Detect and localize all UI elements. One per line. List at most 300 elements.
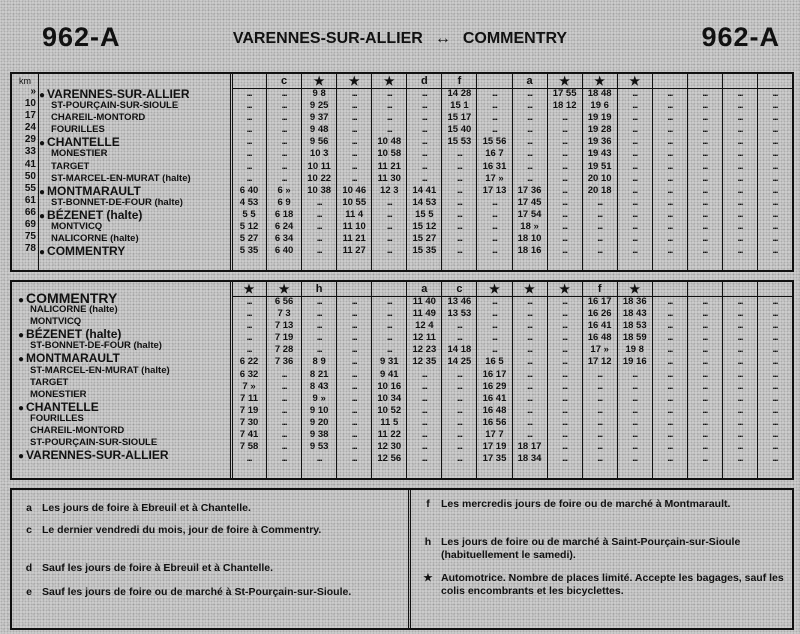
time-cell: 16 56 — [482, 416, 507, 428]
time-cell: ... — [527, 332, 532, 344]
time-cell: ... — [632, 441, 638, 453]
time-cell: ... — [737, 88, 743, 99]
time-cell: 5 27 — [239, 233, 259, 245]
station-name: FOURILLES — [51, 124, 105, 136]
time-cell: ... — [597, 245, 603, 257]
time-cell: ... — [772, 184, 778, 196]
time-cell: ... — [702, 320, 708, 332]
train-column — [723, 282, 758, 478]
time-cell: 10 52 — [377, 404, 402, 416]
time-cell: ... — [421, 416, 427, 428]
time-cell: ... — [737, 453, 743, 465]
time-cell: 8 21 — [309, 368, 329, 380]
train-column — [232, 282, 267, 478]
time-cell: ... — [351, 356, 357, 368]
train-column-header — [653, 282, 687, 297]
km-row — [12, 195, 38, 207]
time-cell: ... — [632, 148, 638, 160]
time-cell: 10 46 — [342, 184, 367, 196]
time-cell: ... — [562, 208, 568, 220]
time-cell: ... — [456, 320, 462, 332]
train-times — [337, 88, 371, 257]
time-cell: ... — [737, 416, 743, 428]
time-cell: ... — [667, 172, 673, 184]
time-cell: ... — [456, 332, 462, 344]
train-column — [442, 74, 477, 270]
time-cell: ... — [632, 404, 638, 416]
time-cell: ... — [527, 148, 532, 160]
time-cell: ... — [597, 416, 603, 428]
time-cell: 7 19 — [239, 404, 259, 416]
train-times — [653, 88, 687, 257]
time-cell: ... — [456, 441, 462, 453]
time-cell: 10 34 — [377, 392, 402, 404]
train-times — [477, 296, 511, 465]
time-cell: ... — [667, 124, 673, 136]
time-cell: ... — [667, 344, 673, 356]
time-cell: ... — [737, 320, 743, 332]
time-cell: 11 22 — [377, 429, 401, 441]
time-cell: ... — [772, 320, 778, 332]
time-cell: ... — [562, 453, 568, 465]
station-name: ST-MARCEL-EN-MURAT (halte) — [30, 364, 170, 376]
time-cell: ... — [597, 441, 603, 453]
train-column — [477, 74, 512, 270]
time-cell: 16 26 — [587, 308, 612, 320]
train-column-header: ★ — [302, 74, 336, 89]
time-cell: 9 10 — [309, 404, 329, 416]
time-cell: ... — [562, 392, 568, 404]
train-times — [302, 88, 336, 257]
train-column-header: ★ — [267, 282, 301, 297]
time-cell: ... — [316, 320, 322, 332]
time-cell: ... — [351, 88, 357, 99]
time-cell: 17 19 — [482, 441, 507, 453]
time-cell: ... — [667, 148, 673, 160]
time-cell: ... — [772, 160, 778, 172]
time-cell: ... — [456, 429, 462, 441]
km-row — [12, 134, 38, 146]
time-cell: ... — [702, 136, 708, 148]
timetable-return — [10, 280, 794, 480]
time-cell: ... — [737, 172, 743, 184]
train-times — [548, 88, 582, 257]
km-row — [12, 207, 38, 219]
footnote — [22, 586, 400, 599]
train-column-header — [688, 282, 722, 297]
time-cell: ... — [456, 221, 462, 233]
train-column-header: a — [513, 74, 547, 89]
time-cell: ... — [562, 356, 568, 368]
time-cell: ... — [527, 380, 532, 392]
time-cell: 7 28 — [274, 344, 294, 356]
train-times — [372, 88, 406, 257]
time-cell: 16 41 — [587, 320, 612, 332]
time-cell: 12 23 — [412, 344, 437, 356]
timetable-outbound — [10, 72, 794, 272]
time-cell: ... — [281, 88, 287, 99]
time-cell: 19 51 — [587, 160, 612, 172]
time-cell: ... — [772, 88, 778, 99]
time-cell: 6 24 — [274, 221, 294, 233]
footnote-text: Automotrice. Nombre de places limité. Accepte les bagages, sauf les colis encombrants et les bicyclettes. — [441, 572, 784, 597]
time-cell: ... — [456, 416, 462, 428]
footnote-text: Le dernier vendredi du mois, jour de foire à Commentry. — [42, 524, 322, 536]
time-cell: ... — [421, 124, 427, 136]
time-cell: 10 16 — [377, 380, 402, 392]
train-column — [618, 74, 653, 270]
time-cell: ... — [667, 441, 673, 453]
time-cell: ... — [702, 196, 708, 208]
time-cell: ... — [667, 308, 673, 320]
time-cell: ... — [351, 308, 357, 320]
time-cell: ... — [772, 332, 778, 344]
footnote-key: d — [25, 562, 33, 574]
time-cell: ... — [456, 196, 462, 208]
km-value: 10 — [24, 98, 36, 110]
time-cell: ... — [527, 296, 532, 307]
time-cell: ... — [702, 112, 708, 124]
train-times — [758, 88, 792, 257]
time-cell: ... — [456, 392, 462, 404]
time-cell: ... — [351, 368, 357, 380]
time-cell: ... — [386, 245, 392, 257]
time-cell: ... — [562, 368, 568, 380]
station-name: MONESTIER — [51, 148, 108, 160]
time-cell: ... — [386, 332, 392, 344]
time-cell: ... — [246, 160, 252, 172]
station-name: FOURILLES — [30, 412, 84, 424]
km-value: » — [30, 86, 36, 97]
time-cell: 15 5 — [415, 208, 434, 220]
train-column — [688, 282, 723, 478]
km-row — [12, 146, 38, 158]
time-cell: 19 8 — [625, 344, 644, 356]
time-cell: ... — [702, 429, 708, 441]
train-column — [758, 74, 792, 270]
time-cell: ... — [702, 344, 708, 356]
time-cell: ... — [702, 184, 708, 196]
time-cell: ... — [737, 441, 743, 453]
train-times — [407, 296, 441, 465]
time-cell: ... — [772, 233, 778, 245]
train-column-header: c — [442, 282, 476, 297]
time-cell: ... — [772, 208, 778, 220]
km-value: 75 — [24, 231, 36, 243]
time-cell: ... — [562, 429, 568, 441]
time-cell: ... — [492, 233, 497, 245]
time-cell: ... — [562, 296, 568, 307]
time-cell: ... — [772, 136, 778, 148]
train-column — [758, 282, 792, 478]
train-column-header — [688, 74, 722, 89]
time-cell: 6 22 — [239, 356, 259, 368]
time-cell: ... — [667, 380, 673, 392]
time-cell: ... — [562, 441, 568, 453]
time-cell: 18 » — [520, 221, 539, 233]
time-cell: ... — [772, 124, 778, 136]
time-cell: ... — [492, 88, 497, 99]
time-cell: ... — [421, 136, 427, 148]
time-cell: ... — [737, 332, 743, 344]
time-cell: ... — [702, 160, 708, 172]
station-column-outbound — [12, 74, 233, 270]
time-cell: ... — [386, 88, 392, 99]
time-cell: 10 58 — [377, 148, 402, 160]
time-cell: ... — [492, 320, 497, 332]
time-cell: 11 21 — [342, 233, 366, 245]
time-cell: ... — [667, 296, 673, 307]
station-name: TARGET — [30, 376, 69, 388]
train-columns-outbound — [232, 74, 792, 270]
km-value: 78 — [24, 243, 36, 255]
time-cell: ... — [456, 233, 462, 245]
time-cell: ... — [527, 368, 532, 380]
time-cell: ... — [246, 320, 252, 332]
time-cell: ... — [351, 148, 357, 160]
train-column-header — [372, 282, 406, 297]
train-column — [513, 282, 548, 478]
time-cell: ... — [281, 429, 287, 441]
time-cell: ... — [737, 124, 743, 136]
time-cell: ... — [597, 233, 603, 245]
km-row — [12, 98, 38, 110]
time-cell: 7 » — [242, 380, 256, 392]
time-cell: ... — [667, 453, 673, 465]
time-cell: ... — [246, 88, 252, 99]
time-cell: ... — [702, 100, 708, 112]
time-cell: ... — [737, 136, 743, 148]
time-cell: ... — [351, 404, 357, 416]
train-times — [688, 88, 722, 257]
footnote-text: Les jours de foire ou de marché à Saint-Pourçain-sur-Sioule (habituellement le samedi). — [441, 536, 741, 561]
time-cell: 16 41 — [482, 392, 507, 404]
train-column-header — [723, 282, 757, 297]
time-cell: ... — [772, 429, 778, 441]
time-cell: ... — [562, 148, 568, 160]
km-row — [12, 171, 38, 183]
time-cell: 18 48 — [587, 88, 612, 99]
time-cell: 15 35 — [412, 245, 437, 257]
time-cell: 19 28 — [587, 124, 612, 136]
time-cell: ... — [246, 136, 252, 148]
time-cell: ... — [351, 320, 357, 332]
train-times — [723, 296, 757, 465]
time-cell: 18 53 — [622, 320, 647, 332]
train-times — [758, 296, 792, 465]
time-cell: 17 » — [485, 172, 504, 184]
time-cell: ... — [737, 308, 743, 320]
km-value: 69 — [24, 219, 36, 231]
time-cell: 7 36 — [274, 356, 294, 368]
time-cell: ... — [632, 429, 638, 441]
time-cell: ... — [597, 380, 603, 392]
station-name: CHAREIL-MONTORD — [51, 112, 146, 124]
time-cell: ... — [562, 332, 568, 344]
km-value: 41 — [24, 158, 36, 170]
time-cell: 7 19 — [274, 332, 294, 344]
time-cell: ... — [737, 112, 743, 124]
time-cell: ... — [597, 221, 603, 233]
time-cell: ... — [492, 245, 497, 257]
footnote-text: Les jours de foire à Ebreuil et à Chantelle. — [42, 502, 251, 514]
time-cell: ... — [772, 245, 778, 257]
time-cell: 10 3 — [309, 148, 329, 160]
station-list-return — [18, 292, 228, 461]
km-list — [12, 86, 38, 255]
time-cell: ... — [667, 88, 673, 99]
time-cell: ... — [772, 441, 778, 453]
time-cell: ... — [421, 429, 427, 441]
time-cell: ... — [527, 160, 532, 172]
time-cell: ... — [281, 100, 287, 112]
time-cell: ... — [527, 112, 532, 124]
time-cell: ... — [386, 320, 392, 332]
station-name: ST-BONNET-DE-FOUR (halte) — [30, 340, 162, 352]
time-cell: 4 53 — [239, 196, 259, 208]
train-column — [442, 282, 477, 478]
time-cell: ... — [281, 368, 287, 380]
footnote-key: e — [26, 586, 32, 598]
train-column-header: f — [583, 282, 617, 297]
time-cell: 15 1 — [450, 100, 469, 112]
time-cell: ... — [562, 344, 568, 356]
time-cell: ... — [667, 196, 673, 208]
time-cell: 9 37 — [309, 112, 329, 124]
time-cell: 6 56 — [274, 296, 294, 307]
time-cell: ... — [281, 441, 287, 453]
time-cell: ... — [527, 404, 532, 416]
time-cell: ... — [667, 160, 673, 172]
time-cell: ... — [632, 221, 638, 233]
time-cell: 18 16 — [517, 245, 542, 257]
time-cell: ... — [316, 344, 322, 356]
time-cell: ... — [492, 296, 497, 307]
station-name: MONESTIER — [30, 388, 87, 400]
time-cell: ... — [386, 344, 392, 356]
train-column-header: ★ — [548, 74, 582, 89]
time-cell: 7 41 — [239, 429, 259, 441]
time-cell: 15 17 — [447, 112, 472, 124]
train-column-header: f — [442, 74, 476, 89]
footnote — [22, 562, 400, 575]
time-cell: ... — [632, 392, 638, 404]
time-cell: 10 55 — [342, 196, 367, 208]
time-cell: ... — [562, 308, 568, 320]
time-cell: ... — [351, 112, 357, 124]
time-cell: ... — [562, 233, 568, 245]
time-cell: ... — [667, 233, 673, 245]
time-cell: ... — [632, 172, 638, 184]
time-cell: ... — [456, 148, 462, 160]
time-cell: 11 49 — [412, 308, 436, 320]
time-cell: 9 31 — [380, 356, 399, 368]
time-cell: ... — [562, 380, 568, 392]
train-column — [232, 74, 267, 270]
train-column-header: ★ — [232, 282, 266, 297]
time-cell: ... — [632, 112, 638, 124]
train-column — [513, 74, 548, 270]
time-cell: ... — [456, 368, 462, 380]
time-cell: ... — [562, 196, 568, 208]
train-column — [267, 74, 302, 270]
train-times — [232, 296, 266, 465]
time-cell: ... — [562, 124, 568, 136]
train-column — [688, 74, 723, 270]
time-cell: ... — [702, 356, 708, 368]
time-cell: ... — [562, 136, 568, 148]
train-times — [653, 296, 687, 465]
time-cell: ... — [667, 320, 673, 332]
time-cell: ... — [421, 148, 427, 160]
time-cell: ... — [281, 112, 287, 124]
time-cell: ... — [492, 112, 497, 124]
time-cell: ... — [386, 112, 392, 124]
train-column-header — [653, 74, 687, 89]
time-cell: 18 59 — [622, 332, 647, 344]
time-cell: ... — [702, 172, 708, 184]
time-cell: ... — [632, 100, 638, 112]
time-cell: 15 12 — [412, 221, 437, 233]
time-cell: ... — [737, 356, 743, 368]
time-cell: ... — [562, 245, 568, 257]
station-name: ● VARENNES-SUR-ALLIER — [39, 88, 229, 100]
time-cell: ... — [246, 124, 252, 136]
station-name: ST-MARCEL-EN-MURAT (halte) — [51, 172, 191, 184]
time-cell: 10 11 — [307, 160, 331, 172]
time-cell: ... — [492, 344, 497, 356]
time-cell: ... — [386, 208, 392, 220]
time-cell: 11 10 — [342, 221, 366, 233]
time-cell: ... — [421, 160, 427, 172]
time-cell: ... — [351, 124, 357, 136]
time-cell: ... — [456, 404, 462, 416]
train-times — [477, 88, 511, 257]
time-cell: 18 12 — [552, 100, 577, 112]
time-cell: ... — [702, 208, 708, 220]
time-cell: ... — [281, 380, 287, 392]
time-cell: 10 48 — [377, 136, 402, 148]
time-cell: ... — [597, 196, 603, 208]
time-cell: ... — [421, 453, 427, 465]
time-cell: 11 5 — [380, 416, 399, 428]
time-cell: ... — [492, 208, 497, 220]
time-cell: 17 » — [590, 344, 609, 356]
time-cell: ... — [772, 356, 778, 368]
time-cell: ... — [316, 308, 322, 320]
time-cell: ... — [351, 416, 357, 428]
footnote-key: h — [424, 536, 432, 548]
train-column-header: ★ — [477, 282, 511, 297]
time-cell: ... — [737, 392, 743, 404]
time-cell: ... — [772, 453, 778, 465]
table-code-left: 962-A — [42, 22, 121, 52]
time-cell: 16 5 — [485, 356, 504, 368]
train-times — [372, 296, 406, 465]
time-cell: ... — [386, 100, 392, 112]
time-cell: ... — [246, 308, 252, 320]
train-column — [337, 282, 372, 478]
time-cell: ... — [772, 308, 778, 320]
footnote — [22, 502, 400, 515]
time-cell: ... — [702, 245, 708, 257]
time-cell: ... — [702, 88, 708, 99]
time-cell: ... — [351, 136, 357, 148]
time-cell: ... — [527, 356, 532, 368]
footnote-text: Sauf les jours de foire ou de marché à St-Pourçain-sur-Sioule. — [42, 586, 352, 598]
time-cell: ... — [456, 184, 462, 196]
train-column-header: ★ — [372, 74, 406, 89]
